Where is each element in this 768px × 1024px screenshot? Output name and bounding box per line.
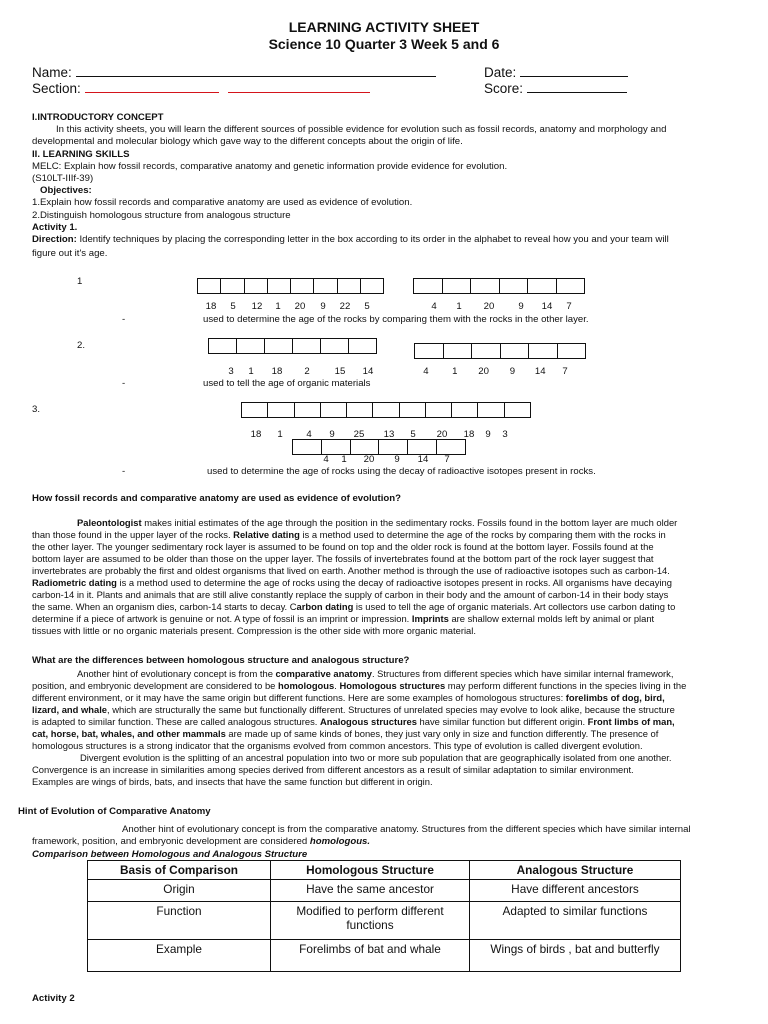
hint-heading: Hint of Evolution of Comparative Anatomy — [18, 806, 211, 817]
table-cell: Adapted to similar functions — [470, 902, 681, 940]
homologous-text: . — [334, 680, 340, 691]
section-label: Section: — [32, 81, 81, 96]
term-homologous-italic: homologous. — [309, 836, 371, 848]
score-label: Score: — [484, 81, 524, 96]
intro-section — [32, 112, 737, 260]
item-dash-2: - — [122, 378, 126, 389]
clue-number: 3 — [502, 429, 508, 440]
homologous-text: may perform different functions in the species living in the — [445, 680, 687, 691]
table-row — [88, 902, 681, 940]
homologous-text: have similar function but different origin. — [416, 716, 588, 727]
item-desc-1: used to determine the age of the rocks by comparing them with the rocks in the other layer. — [203, 314, 589, 325]
clue-number: 18 — [463, 429, 475, 440]
clue-number: 4 — [323, 454, 329, 465]
number-clues-2a — [222, 366, 382, 377]
clue-number: 1 — [452, 366, 458, 377]
activity2-label: Activity 2 — [32, 993, 75, 1004]
activity1-label: Activity 1. — [32, 221, 78, 233]
clue-number: 14 — [417, 454, 429, 465]
clue-number: 20 — [478, 366, 489, 377]
table-cell: Forelimbs of bat and whale — [271, 940, 470, 972]
homologous-text: is adapted to similar function. These are called analogous structures. — [32, 716, 321, 727]
term-homologous: homologous — [277, 680, 335, 691]
clue-number: 18 — [205, 301, 217, 312]
number-clues-2b — [415, 366, 580, 377]
fossil-text: is a method used to determine the age of the rocks by comparing them with the rocks in — [299, 529, 666, 540]
fossil-question: How fossil records and comparative anatomy are used as evidence of evolution? — [32, 493, 401, 504]
clue-number: 2 — [304, 366, 310, 377]
table-header: Analogous Structure — [470, 861, 681, 880]
term-forelimbs: forelimbs of dog, bird, — [565, 692, 665, 703]
clue-number: 14 — [541, 301, 553, 312]
score-field[interactable] — [484, 80, 627, 96]
item-dash-3: - — [122, 466, 126, 477]
clue-number: 4 — [423, 366, 429, 377]
objectives-label: Objectives: — [40, 185, 92, 197]
clue-number: 9 — [320, 301, 326, 312]
table-cell: Origin — [88, 880, 271, 902]
hint-paragraph — [32, 824, 737, 848]
answer-boxes-3a[interactable] — [241, 402, 531, 418]
sheet-title: LEARNING ACTIVITY SHEET — [288, 19, 480, 35]
clue-number: 18 — [271, 366, 283, 377]
answer-boxes-2b[interactable] — [414, 343, 586, 359]
number-clues-1a — [200, 301, 380, 312]
direction-text-2: figure out it's age. — [32, 248, 108, 260]
clue-number: 18 — [250, 429, 262, 440]
name-label: Name: — [32, 65, 72, 80]
clue-number: 15 — [334, 366, 346, 377]
objective-1: 1.Explain how fossil records and comparative anatomy are used as evidence of evolution. — [32, 197, 413, 209]
homologous-text: homologous structures is a strong indicator that the organisms evolved from common ancestors. This type of evolution is called divergent evolution. — [32, 740, 643, 751]
item-number-1: 1 — [77, 276, 83, 287]
homologous-text: are made up of same kinds of bones, they just vary only in size and function differently. The presence of — [225, 728, 659, 739]
clue-number: 9 — [518, 301, 524, 312]
table-row — [88, 940, 681, 972]
intro-text-2: developmental and molecular biology which gave way to the different concepts about the origin of life. — [32, 136, 463, 148]
hint-text: Another hint of evolutionary concept is from the comparative anatomy. Structures from the different species which have similar internal — [122, 824, 691, 835]
clue-number: 20 — [483, 301, 495, 312]
answer-boxes-1a[interactable] — [197, 278, 384, 294]
clue-number: 7 — [562, 366, 568, 377]
clue-number: 9 — [509, 366, 516, 377]
item-dash-1: - — [122, 314, 126, 325]
clue-number: 20 — [294, 301, 306, 312]
fossil-text: carbon-14 in it. Plants and animals that are still alive constantly replace the supply of carbon in their body and the amount of carbon-14 in their body stays — [32, 589, 669, 600]
fossil-text: is used to tell the age of organic materials. Art collectors use carbon dating to — [353, 601, 676, 612]
term-mammals: cat, horse, bat, whales, and other mammals — [32, 728, 226, 739]
term-front-limbs: Front limbs of man, — [587, 716, 675, 727]
homologous-text: . Structures from different species which have similar internal framework, — [371, 668, 674, 679]
table-cell: Wings of birds , bat and butterfly — [470, 940, 681, 972]
term-imprints: Imprints — [411, 613, 449, 624]
term-lizard-whale: lizard, and whale — [32, 704, 108, 715]
fossil-text: makes initial estimates of the age through the position in the sedimentary rocks. Fossils found in the bottom layer are much older — [141, 517, 678, 528]
clue-number: 7 — [444, 454, 450, 465]
clue-number: 5 — [410, 429, 416, 440]
answer-boxes-2a[interactable] — [208, 338, 377, 354]
clue-number: 20 — [363, 454, 375, 465]
sheet-subtitle: Science 10 Quarter 3 Week 5 and 6 — [268, 36, 500, 52]
clue-number: 9 — [329, 429, 335, 440]
homologous-paragraph — [32, 668, 737, 788]
date-line[interactable] — [520, 64, 628, 77]
answer-boxes-1b[interactable] — [413, 278, 585, 294]
clue-number: 14 — [362, 366, 374, 377]
term-comparative-anatomy: comparative anatomy — [275, 668, 372, 679]
clue-number: 14 — [534, 366, 546, 377]
table-cell: Have the same ancestor — [271, 880, 470, 902]
comparison-table — [87, 860, 681, 972]
homologous-text: Examples are wings of birds, bats, and insects that have the same function but different in origin. — [32, 776, 433, 787]
answer-boxes-3b[interactable] — [292, 439, 466, 455]
melc-text: MELC: Explain how fossil records, comparative anatomy and genetic information provide evidence for evolution. — [32, 160, 508, 172]
clue-number: 5 — [364, 301, 370, 312]
score-line[interactable] — [527, 80, 627, 93]
table-header: Homologous Structure — [271, 861, 470, 880]
clue-number: 7 — [566, 301, 572, 312]
direction-label: Direction: — [32, 234, 77, 246]
homologous-text: different environment, or it may have the same origin but different functions. Here are some examples of homologous structures: — [32, 692, 566, 703]
term-homologous-structures: Homologous structures — [339, 680, 446, 691]
table-row — [88, 880, 681, 902]
term-radiometric-dating: Radiometric dating — [32, 577, 117, 588]
melc-code: (S10LT-IIIf-39) — [32, 173, 94, 185]
date-field[interactable] — [484, 64, 628, 80]
clue-number: 25 — [353, 429, 365, 440]
name-line[interactable] — [76, 64, 436, 77]
term-analogous-structures: Analogous structures — [320, 716, 417, 727]
clue-number: 1 — [248, 366, 254, 377]
clue-number: 9 — [394, 454, 400, 465]
fossil-text: invertebrates are probably the first and oldest organisms that lived on earth. Another method is through the use of radioactive isotopes such as carbon-14. — [32, 565, 670, 576]
fossil-text: than those found in the upper layer of the rocks. — [32, 529, 234, 540]
fossil-paragraph — [32, 517, 737, 637]
table-cell: Example — [88, 940, 271, 972]
clue-number: 1 — [456, 301, 462, 312]
fossil-text: tissues with little or no organic materials present. Compression is the other side with more organic material. — [32, 625, 476, 636]
homologous-text: position, and embryonic development are considered to be — [32, 680, 278, 691]
homologous-text: Convergence is an increase in similarities among species derived from different ancestors as a result of similar adaptation to similar environment. — [32, 764, 634, 775]
clue-number: 22 — [339, 301, 351, 312]
item-desc-3: used to determine the age of rocks using the decay of radioactive isotopes present in rocks. — [207, 466, 596, 477]
homologous-question: What are the differences between homologous structure and analogous structure? — [32, 655, 410, 666]
intro-heading: I.INTRODUCTORY CONCEPT — [32, 112, 164, 123]
clue-number: 4 — [306, 429, 312, 440]
clue-number: 4 — [431, 301, 437, 312]
clue-number: 3 — [228, 366, 234, 377]
clue-number: 20 — [436, 429, 448, 440]
clue-number: 5 — [230, 301, 236, 312]
table-cell: Have different ancestors — [470, 880, 681, 902]
term-carbon-dating: arbon dating — [296, 601, 354, 612]
clue-number: 1 — [275, 301, 281, 312]
table-header: Basis of Comparison — [88, 861, 271, 880]
intro-text-1: In this activity sheets, you will learn the different sources of possible evidence for evolution such as fossil records, anatomy and morphology and — [56, 124, 667, 136]
homologous-text: , which are structurally the same but functionally different. Structures of unrelated species may evolve to look alike, because the structure — [107, 704, 675, 715]
fossil-text: is a method used to determine the age of rocks using the decay of radioactive isotopes present in rocks. All organisms have decaying — [116, 577, 672, 588]
section-field[interactable] — [32, 80, 370, 96]
term-paleontologist: Paleontologist — [77, 517, 142, 528]
direction-text-1: Identify techniques by placing the corresponding letter in the box according to its order in the alphabet to reveal how you and your team will — [76, 234, 669, 246]
fossil-text: are shallow external molds left by animal or plant — [448, 613, 655, 624]
item-desc-2: used to tell the age of organic materials — [203, 378, 371, 389]
number-clues-3b — [318, 454, 458, 465]
hint-text: framework, position, and embryonic development are considered — [32, 836, 310, 848]
item-number-2: 2. — [77, 340, 86, 351]
homologous-text: Divergent evolution is the splitting of an ancestral population into two or more sub population that are geographically isolated from one another. — [80, 752, 672, 763]
table-caption: Comparison between Homologous and Analogous Structure — [32, 849, 308, 860]
clue-number: 12 — [251, 301, 263, 312]
fossil-text: the same. When an organism dies, carbon-14 starts to decay. C — [32, 601, 297, 612]
section-line-2[interactable] — [228, 80, 370, 93]
table-cell: Function — [88, 902, 271, 940]
fossil-text: the other layer. The younger sedimentary rock layer is assumed to be found on top and the older rock is found at the bottom layer. Fossils found at the — [32, 541, 654, 552]
clue-number: 13 — [383, 429, 395, 440]
name-field[interactable] — [32, 64, 436, 80]
term-relative-dating: Relative dating — [233, 529, 300, 540]
section-line-1[interactable] — [85, 80, 219, 93]
table-cell: Modified to perform different functions — [271, 902, 470, 940]
homologous-text: Another hint of evolutionary concept is from the — [77, 668, 276, 679]
skills-heading: II. LEARNING SKILLS — [32, 148, 130, 160]
objective-2: 2.Distinguish homologous structure from analogous structure — [32, 209, 291, 221]
date-label: Date: — [484, 65, 517, 80]
item-number-3: 3. — [32, 404, 41, 415]
clue-number: 1 — [277, 429, 283, 440]
table-header-row — [88, 861, 681, 880]
fossil-text: bottom layer are assumed to be older than those on the upper layer. The fossils of invertebrates found at the bottom part of the rock layer suggest that — [32, 553, 654, 564]
clue-number: 1 — [341, 454, 347, 465]
fossil-text: determine if a piece of artwork is genuine or not. A type of fossil is an imprint or impression. — [32, 613, 412, 624]
clue-number: 9 — [485, 429, 491, 440]
number-clues-1b — [422, 301, 582, 312]
